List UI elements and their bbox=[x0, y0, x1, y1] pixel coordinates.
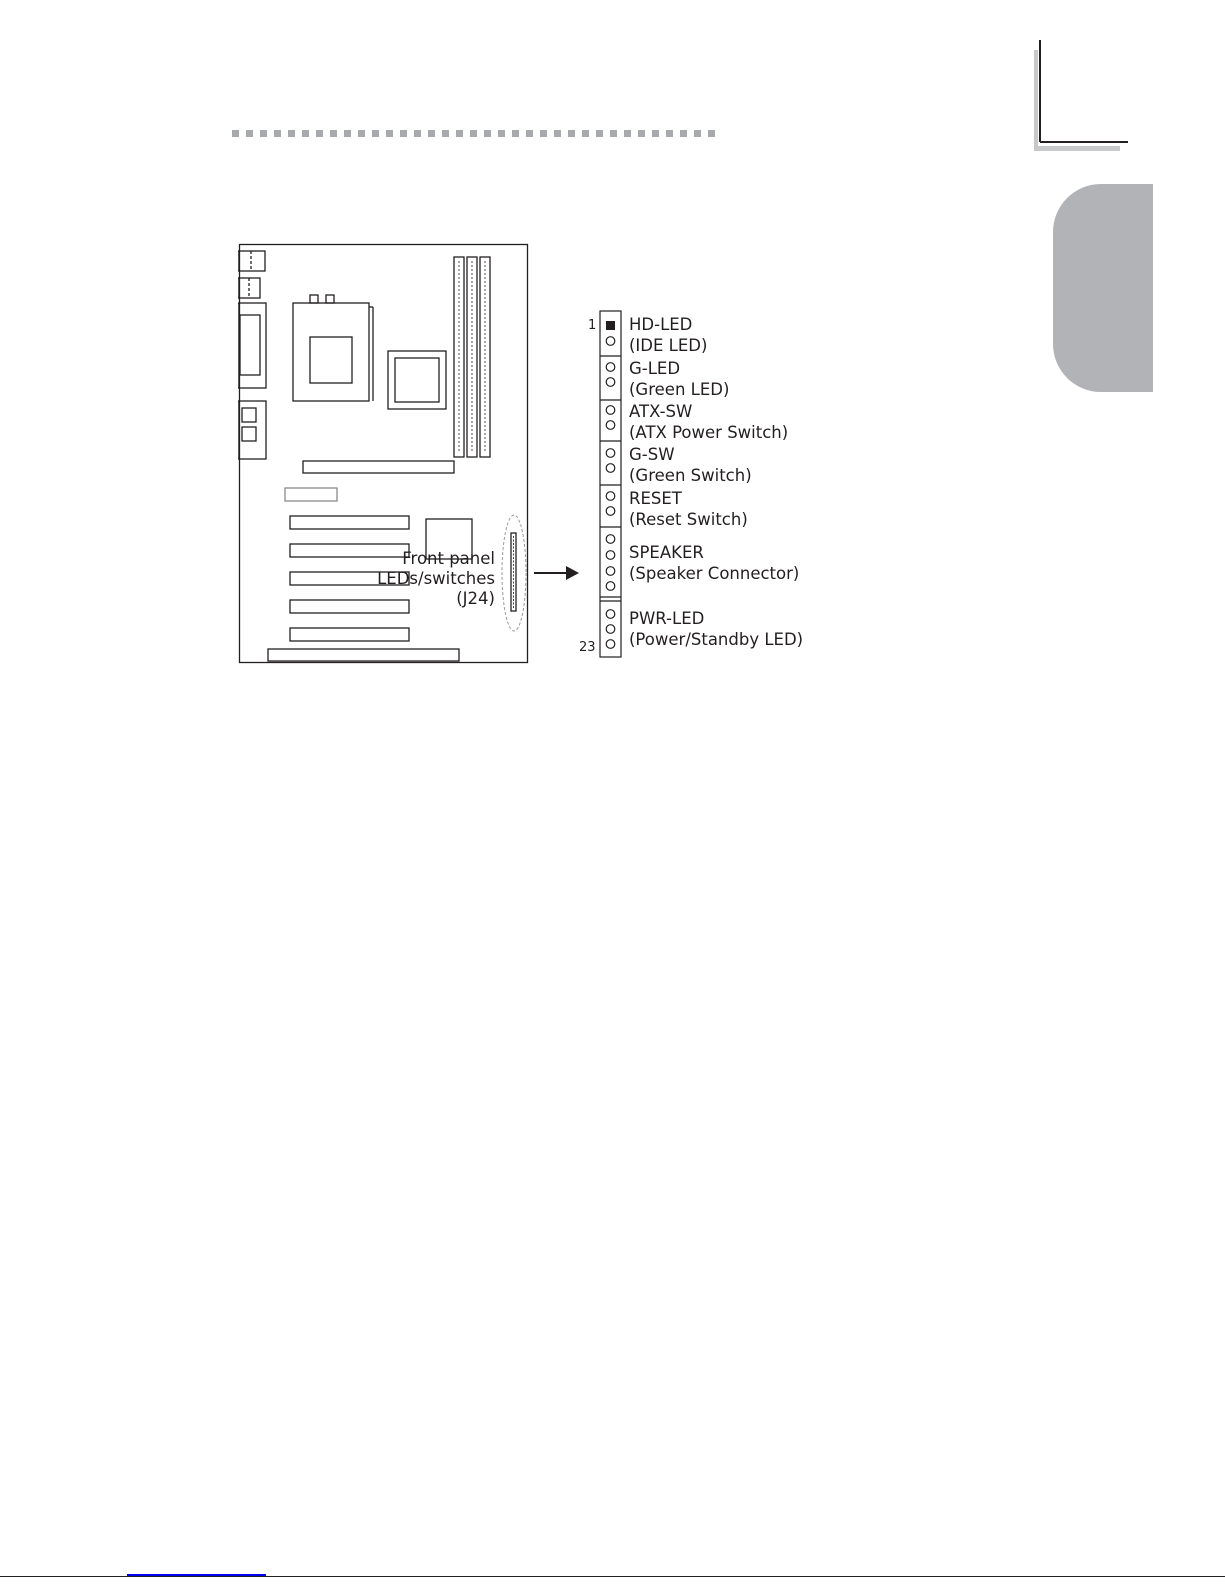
rule-dot bbox=[582, 130, 589, 137]
small-header bbox=[285, 488, 337, 501]
rule-dot bbox=[512, 130, 519, 137]
connector-name: ATX-SW bbox=[629, 402, 693, 421]
connector-label-hd-led bbox=[629, 314, 707, 356]
rule-dot bbox=[554, 130, 561, 137]
rule-dot bbox=[568, 130, 575, 137]
pin-1-square bbox=[606, 321, 615, 330]
rule-dot bbox=[302, 130, 309, 137]
callout-line-2: LEDs/switches bbox=[377, 569, 495, 588]
rule-dot bbox=[540, 130, 547, 137]
connector-label-pwr-led bbox=[629, 608, 803, 650]
cpu-socket bbox=[293, 303, 369, 401]
connector-desc: (IDE LED) bbox=[629, 336, 708, 355]
connector-name: HD-LED bbox=[629, 315, 693, 334]
connector-desc: (ATX Power Switch) bbox=[629, 423, 789, 442]
corner-mark bbox=[1032, 40, 1132, 152]
rule-dot bbox=[610, 130, 617, 137]
rule-dot bbox=[260, 130, 267, 137]
rule-dot bbox=[498, 130, 505, 137]
rule-dot bbox=[708, 130, 715, 137]
connector-desc: (Green LED) bbox=[629, 380, 730, 399]
rule-dot bbox=[680, 130, 687, 137]
rule-dot bbox=[316, 130, 323, 137]
connector-label-atx-sw bbox=[629, 401, 788, 443]
rule-dot bbox=[596, 130, 603, 137]
northbridge bbox=[388, 351, 446, 409]
connector-pin-strip bbox=[599, 310, 624, 660]
callout-line-1: Front panel bbox=[402, 549, 495, 568]
rule-dot bbox=[456, 130, 463, 137]
connector-desc: (Green Switch) bbox=[629, 466, 752, 485]
rule-dot bbox=[694, 130, 701, 137]
rule-dot bbox=[624, 130, 631, 137]
rule-dot bbox=[414, 130, 421, 137]
chapter-side-tab bbox=[1053, 184, 1153, 392]
connector-desc: (Speaker Connector) bbox=[629, 564, 800, 583]
rule-dot bbox=[442, 130, 449, 137]
rule-dot bbox=[638, 130, 645, 137]
rule-dot bbox=[344, 130, 351, 137]
pin-number-last: 23 bbox=[579, 640, 596, 655]
footer-rule bbox=[0, 1576, 1225, 1577]
header-dot-rule bbox=[232, 130, 715, 137]
rule-dot bbox=[246, 130, 253, 137]
footer-link-underline bbox=[127, 1574, 266, 1576]
callout-arrow bbox=[532, 564, 580, 582]
rule-dot bbox=[386, 130, 393, 137]
agp-slot bbox=[303, 461, 454, 473]
connector-name: SPEAKER bbox=[629, 543, 704, 562]
connector-name: G-SW bbox=[629, 445, 675, 464]
rule-dot bbox=[652, 130, 659, 137]
rule-dot bbox=[330, 130, 337, 137]
rule-dot bbox=[428, 130, 435, 137]
connector-name: G-LED bbox=[629, 359, 681, 378]
rule-dot bbox=[274, 130, 281, 137]
connector-label-g-led bbox=[629, 358, 729, 400]
pin-number-first: 1 bbox=[588, 318, 597, 333]
rule-dot bbox=[372, 130, 379, 137]
pci-slot bbox=[290, 628, 409, 641]
connector-label-g-sw bbox=[629, 444, 752, 486]
rule-dot bbox=[526, 130, 533, 137]
connector-desc: (Power/Standby LED) bbox=[629, 630, 804, 649]
callout-line-3: (J24) bbox=[456, 589, 495, 608]
rule-dot bbox=[400, 130, 407, 137]
connector-name: PWR-LED bbox=[629, 609, 705, 628]
connector-label-speaker bbox=[629, 542, 799, 584]
bottom-slot bbox=[268, 649, 459, 661]
rule-dot bbox=[484, 130, 491, 137]
connector-name: RESET bbox=[629, 489, 682, 508]
connector-desc: (Reset Switch) bbox=[629, 510, 748, 529]
rule-dot bbox=[358, 130, 365, 137]
connector-label-reset bbox=[629, 488, 748, 530]
rule-dot bbox=[470, 130, 477, 137]
rule-dot bbox=[288, 130, 295, 137]
callout-label bbox=[377, 549, 495, 609]
pci-slot bbox=[290, 516, 409, 529]
rule-dot bbox=[232, 130, 239, 137]
rule-dot bbox=[666, 130, 673, 137]
